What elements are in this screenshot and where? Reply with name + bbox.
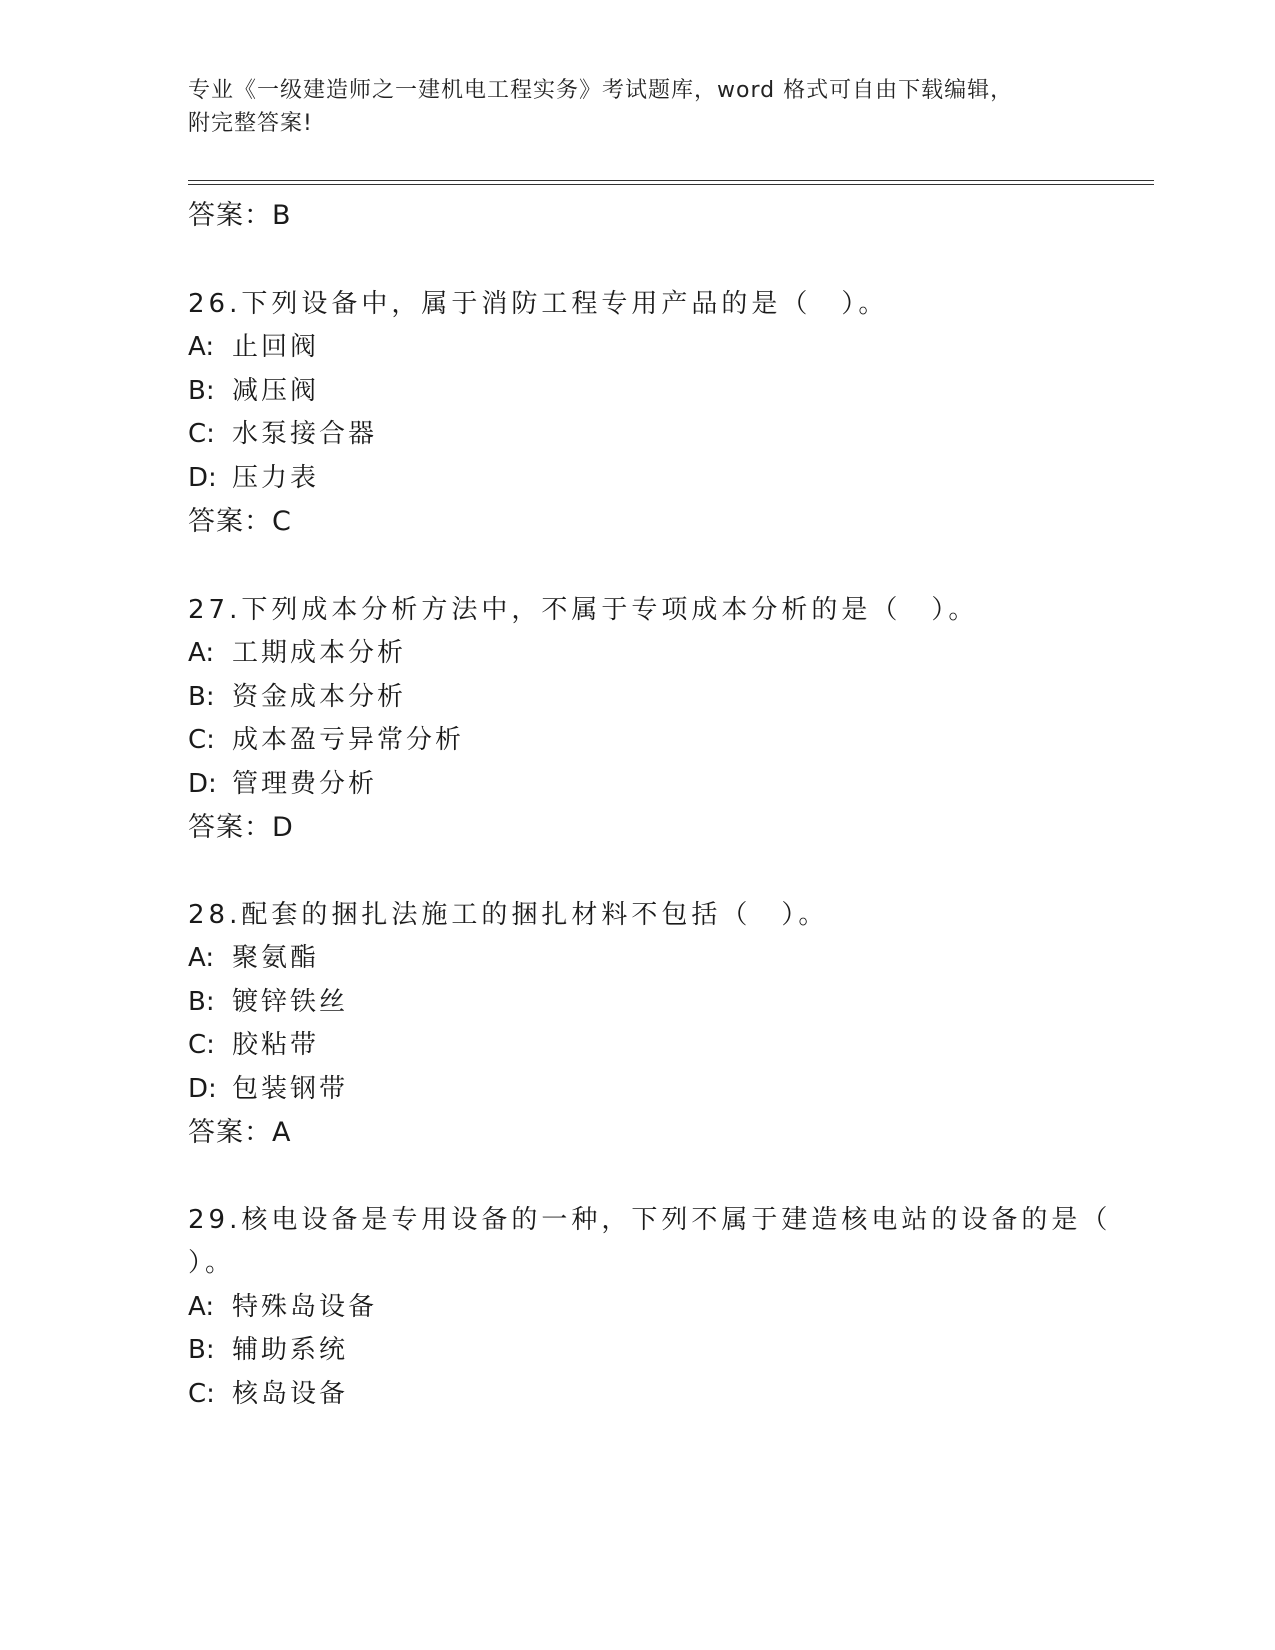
- option-text: 聚氨酯: [232, 943, 320, 973]
- header-rule-bottom: [188, 184, 1154, 185]
- question-29-option-a: [188, 1286, 377, 1323]
- option-label: A:: [188, 1292, 215, 1322]
- question-27-option-a: [188, 632, 406, 669]
- option-text: 止回阀: [232, 332, 320, 362]
- question-27-option-b: [188, 676, 406, 713]
- document-header: [188, 74, 1088, 140]
- option-label: D:: [188, 463, 217, 493]
- question-27-answer: 答案：D: [188, 812, 294, 843]
- question-26-option-b: [188, 370, 319, 407]
- option-label: A:: [188, 638, 215, 668]
- option-label: B:: [188, 1335, 215, 1365]
- option-label: A:: [188, 943, 215, 973]
- option-label: C:: [188, 1379, 215, 1409]
- question-29-option-c: [188, 1373, 348, 1410]
- option-label: D:: [188, 769, 217, 799]
- option-label: C:: [188, 1030, 215, 1060]
- question-28-option-b: [188, 981, 348, 1018]
- question-28-answer: 答案：A: [188, 1117, 292, 1148]
- option-label: A:: [188, 332, 215, 362]
- option-text: 胶粘带: [232, 1030, 320, 1060]
- option-label: C:: [188, 419, 215, 449]
- question-26-stem: 26.下列设备中，属于消防工程专用产品的是（ ）。: [188, 289, 889, 319]
- header-line-1: 专业《一级建造师之一建机电工程实务》考试题库，word 格式可自由下载编辑，: [188, 78, 1014, 103]
- question-26-option-c: [188, 413, 377, 450]
- question-26-option-a: [188, 326, 319, 363]
- answer-previous: 答案：B: [188, 200, 292, 231]
- header-rule-top: [188, 180, 1154, 181]
- option-text: 镀锌铁丝: [232, 987, 349, 1017]
- option-text: 成本盈亏异常分析: [232, 725, 465, 755]
- header-line-2: 附完整答案!: [188, 111, 313, 136]
- question-29-stem-line-2: ）。: [188, 1248, 236, 1278]
- option-text: 管理费分析: [232, 769, 378, 799]
- option-label: D:: [188, 1074, 217, 1104]
- question-26-option-d: [188, 457, 319, 494]
- option-label: B:: [188, 987, 215, 1017]
- option-text: 减压阀: [232, 376, 320, 406]
- question-28-option-a: [188, 937, 319, 974]
- option-text: 压力表: [232, 463, 320, 493]
- option-text: 水泵接合器: [232, 419, 378, 449]
- option-text: 工期成本分析: [232, 638, 407, 668]
- question-28-option-d: [188, 1068, 348, 1105]
- question-28-option-c: [188, 1024, 319, 1061]
- question-27-option-c: [188, 719, 464, 756]
- question-29-option-b: [188, 1329, 348, 1366]
- option-text: 包装钢带: [232, 1074, 349, 1104]
- option-label: C:: [188, 725, 215, 755]
- question-29-stem-line-1: 29.核电设备是专用设备的一种，下列不属于建造核电站的设备的是（: [188, 1205, 1112, 1235]
- question-27-stem: 27.下列成本分析方法中，不属于专项成本分析的是（ ）。: [188, 595, 979, 625]
- option-text: 资金成本分析: [232, 682, 407, 712]
- option-text: 特殊岛设备: [232, 1292, 378, 1322]
- option-label: B:: [188, 376, 215, 406]
- question-27-option-d: [188, 763, 377, 800]
- option-text: 核岛设备: [232, 1379, 349, 1409]
- option-label: B:: [188, 682, 215, 712]
- option-text: 辅助系统: [232, 1335, 349, 1365]
- question-26-answer: 答案：C: [188, 506, 292, 537]
- question-28-stem: 28.配套的捆扎法施工的捆扎材料不包括（ ）。: [188, 900, 829, 930]
